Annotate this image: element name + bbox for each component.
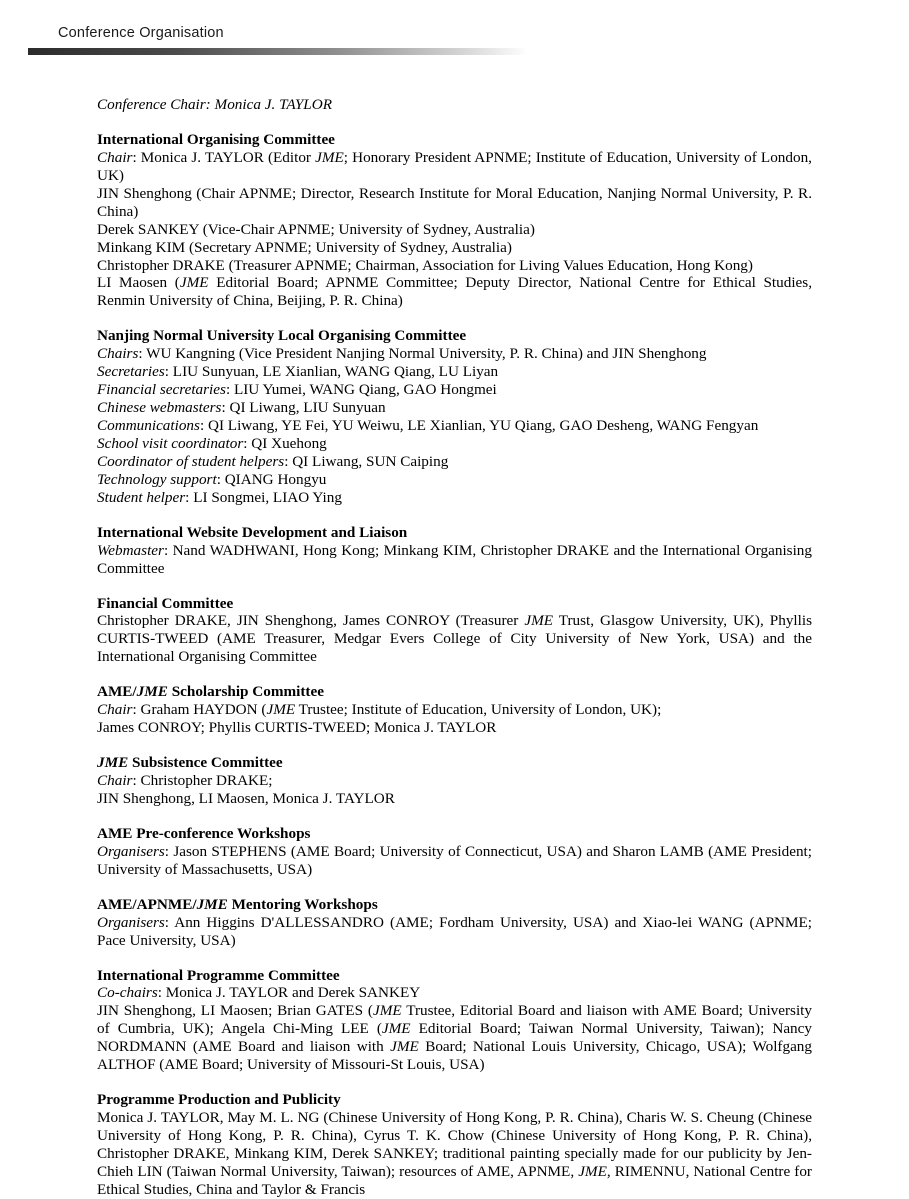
preconf-organisers-line: Organisers: Jason STEPHENS (AME Board; University of Connecticut, USA) and Sharon LAMB (AME President; University of Massachusetts, USA): [97, 842, 812, 878]
financial-text-pre: Christopher DRAKE, JIN Shenghong, James CONROY (Treasurer: [97, 612, 525, 630]
subsistence-chair-line: Chair: Christopher DRAKE;: [97, 772, 273, 789]
section-heading-programme-production-publicity: Programme Production and Publicity: [97, 1091, 341, 1109]
ioc-li-text-post: Editorial Board; APNME Committee; Deputy Director, National Centre for Ethical Studies, Renmin University of China, Beijing, P. R. China): [97, 274, 813, 310]
subsistence-chair-label: Chair: [97, 772, 133, 789]
programme-cochairs-text: Monica J. TAYLOR and Derek SANKEY: [165, 984, 421, 1002]
ioc-member-sankey: Derek SANKEY (Vice-Chair APNME; University of Sydney, Australia): [97, 220, 535, 238]
section-heading-jme-subsistence-committee: JME Subsistence Committee: [97, 754, 283, 772]
section-heading-mentoring-workshops: AME/APNME/JME Mentoring Workshops: [97, 895, 378, 913]
nnu-secretaries-text: LIU Sunyuan, LE Xianlian, WANG Qiang, LU Liyan: [172, 363, 499, 381]
programme-members-line: JIN Shenghong, LI Maosen; Brian GATES (JME Trustee, Editorial Board and liaison with AME Board; University of Cumbria, UK); Angela Chi-Ming LEE (JME Editorial Board; Taiwan Normal University, Taiwan); Nancy NORDMANN (AME Board and liaison with JME Board; National Louis University, Chicago, USA); Wolfgang ALTHOF (AME Board; University of Missouri-St Louis, USA): [97, 1002, 812, 1074]
ioc-member-kim: Minkang KIM (Secretary APNME; University of Sydney, Australia): [97, 238, 512, 256]
nnu-studenthelper-label: Student helper: [97, 488, 186, 506]
nnu-tech-text: QIANG Hongyu: [224, 470, 327, 488]
nnu-chinese-webmasters: Chinese webmasters: QI Liwang, LIU Sunyuan: [97, 399, 386, 417]
nnu-studenthelper-text: LI Songmei, LIAO Ying: [193, 488, 342, 506]
scholarship-chair-label: Chair: [97, 701, 133, 719]
nnu-secretaries-label: Secretaries: [97, 363, 165, 381]
scholarship-chair-line: Chair: Graham HAYDON (JME Trustee; Institute of Education, University of London, UK);: [97, 701, 662, 719]
ioc-member-jin: JIN Shenghong (Chair APNME; Director, Research Institute for Moral Education, Nanjing Normal University, P. R. China): [97, 184, 812, 220]
webmaster-text: Nand WADHWANI, Hong Kong; Minkang KIM, Christopher DRAKE and the International Organising Committee: [97, 541, 812, 577]
nnu-communications: Communications: QI Liwang, YE Fei, YU Weiwu, LE Xianlian, YU Qiang, GAO Desheng, WANG Fengyan: [97, 417, 759, 434]
programme-cochairs-label: Co-chairs: [97, 984, 158, 1002]
section-heading-ame-preconference-workshops: AME Pre-conference Workshops: [97, 824, 311, 842]
nnu-chairs-label: Chairs: [97, 345, 139, 363]
financial-committee-members: [97, 612, 812, 666]
header-divider-rule: [28, 48, 528, 55]
ioc-member-drake: Christopher DRAKE (Treasurer APNME; Chairman, Association for Living Values Education, Hong Kong): [97, 256, 753, 274]
programme-cochairs-line: Co-chairs: Monica J. TAYLOR and Derek SANKEY: [97, 984, 421, 1002]
nnu-student-helper: Student helper: LI Songmei, LIAO Ying: [97, 488, 342, 506]
nnu-schoolvisit-text: QI Xuehong: [251, 434, 327, 452]
ioc-chair-label: Chair: [97, 148, 133, 166]
conference-chair-label: Conference Chair:: [97, 96, 215, 113]
ioc-chair-em: JME: [315, 148, 344, 166]
nnu-school-visit-coordinator: School visit coordinator: QI Xuehong: [97, 434, 327, 452]
mentoring-organisers-text: Ann Higgins D'ALLESSANDRO (AME; Fordham University, USA) and Xiao-lei WANG (APNME; Pace University, USA): [97, 913, 812, 949]
nnu-financial-secretaries: Financial secretaries: LIU Yumei, WANG Qiang, GAO Hongmei: [97, 381, 497, 399]
financial-em: JME: [524, 612, 553, 630]
nnu-webmasters-text: QI Liwang, LIU Sunyuan: [229, 399, 386, 417]
nnu-communications-text: QI Liwang, YE Fei, YU Weiwu, LE Xianlian, YU Qiang, GAO Desheng, WANG Fengyan: [207, 417, 759, 434]
nnu-helpers-label: Coordinator of student helpers: [97, 452, 285, 470]
nnu-chairs-text: WU Kangning (Vice President Nanjing Normal University, P. R. China) and JIN Shenghong: [146, 345, 707, 363]
section-heading-website-development-liaison: International Website Development and Liaison: [97, 523, 408, 541]
nnu-finsec-text: LIU Yumei, WANG Qiang, GAO Hongmei: [233, 381, 497, 399]
financial-text-post: Trust, Glasgow University, UK), Phyllis CURTIS-TWEED (AME Treasurer, Medgar Evers College of City University of New York, USA) and the International Organising Committee: [97, 612, 812, 666]
ioc-chair-sep: :: [132, 148, 141, 166]
mentoring-organisers-label: Organisers: [97, 913, 165, 931]
ioc-member-li: [97, 274, 812, 310]
ioc-chair-text-pre: Monica J. TAYLOR (Editor: [140, 148, 316, 166]
section-heading-ame-jme-scholarship-committee: AME/JME Scholarship Committee: [97, 683, 324, 701]
conference-chair-line: [97, 96, 812, 114]
subsistence-members: JIN Shenghong, LI Maosen, Monica J. TAYLOR: [97, 789, 395, 807]
nnu-communications-label: Communications: [97, 417, 200, 434]
webmaster-label: Webmaster: [97, 541, 164, 559]
nnu-webmasters-label: Chinese webmasters: [97, 399, 222, 417]
mentoring-organisers-line: Organisers: Ann Higgins D'ALLESSANDRO (AME; Fordham University, USA) and Xiao-lei WANG (APNME; Pace University, USA): [97, 913, 812, 949]
ioc-chair-line: [97, 149, 812, 185]
section-heading-financial-committee: Financial Committee: [97, 594, 234, 612]
nnu-tech-label: Technology support: [97, 470, 217, 488]
ioc-li-em: JME: [179, 274, 209, 292]
preconf-organisers-label: Organisers: [97, 842, 165, 860]
nnu-secretaries: Secretaries: LIU Sunyuan, LE Xianlian, WANG Qiang, LU Liyan: [97, 363, 499, 381]
document-body: [97, 96, 812, 1199]
nnu-technology-support: Technology support: QIANG Hongyu: [97, 470, 327, 488]
section-heading-international-organising-committee: International Organising Committee: [97, 130, 335, 148]
section-heading-international-programme-committee: International Programme Committee: [97, 966, 340, 984]
ioc-li-text-pre: LI Maosen (: [97, 274, 180, 292]
nnu-coordinator-student-helpers: Coordinator of student helpers: QI Liwang, SUN Caiping: [97, 452, 449, 470]
page-header-title: Conference Organisation: [58, 25, 224, 41]
nnu-finsec-label: Financial secretaries: [97, 381, 226, 399]
publicity-text: Monica J. TAYLOR, May M. L. NG (Chinese University of Hong Kong, P. R. China), Charis W. S. Cheung (Chinese University of Hong Kong, P. R. China), Cyrus T. K. Chow (Chinese University of Hong Kong, P. R. China), Christopher DRAKE, Minkang KIM, Derek SANKEY; traditional painting specially made for our publicity by Jen-Chieh LIN (Taiwan Normal University, Taiwan); resources of AME, APNME, JME, RIMENNU, National Centre for Ethical Studies, China and Taylor & Francis: [97, 1109, 812, 1198]
page-header: [28, 22, 528, 48]
conference-chair-value: Monica J. TAYLOR: [214, 96, 332, 113]
preconf-organisers-text: Jason STEPHENS (AME Board; University of Connecticut, USA) and Sharon LAMB (AME President; University of Massachusetts, USA): [97, 842, 812, 878]
nnu-helpers-text: QI Liwang, SUN Caiping: [292, 452, 449, 470]
nnu-chairs: Chairs: WU Kangning (Vice President Nanjing Normal University, P. R. China) and JIN Shenghong: [97, 345, 707, 363]
scholarship-members: James CONROY; Phyllis CURTIS-TWEED; Monica J. TAYLOR: [97, 719, 497, 737]
nnu-schoolvisit-label: School visit coordinator: [97, 434, 244, 452]
section-heading-nanjing-local-organising-committee: Nanjing Normal University Local Organising Committee: [97, 327, 467, 345]
website-webmaster-line: Webmaster: Nand WADHWANI, Hong Kong; Minkang KIM, Christopher DRAKE and the International Organising Committee: [97, 541, 812, 577]
ioc-chair-text-post: ; Honorary President APNME; Institute of Education, University of London, UK): [97, 148, 812, 184]
